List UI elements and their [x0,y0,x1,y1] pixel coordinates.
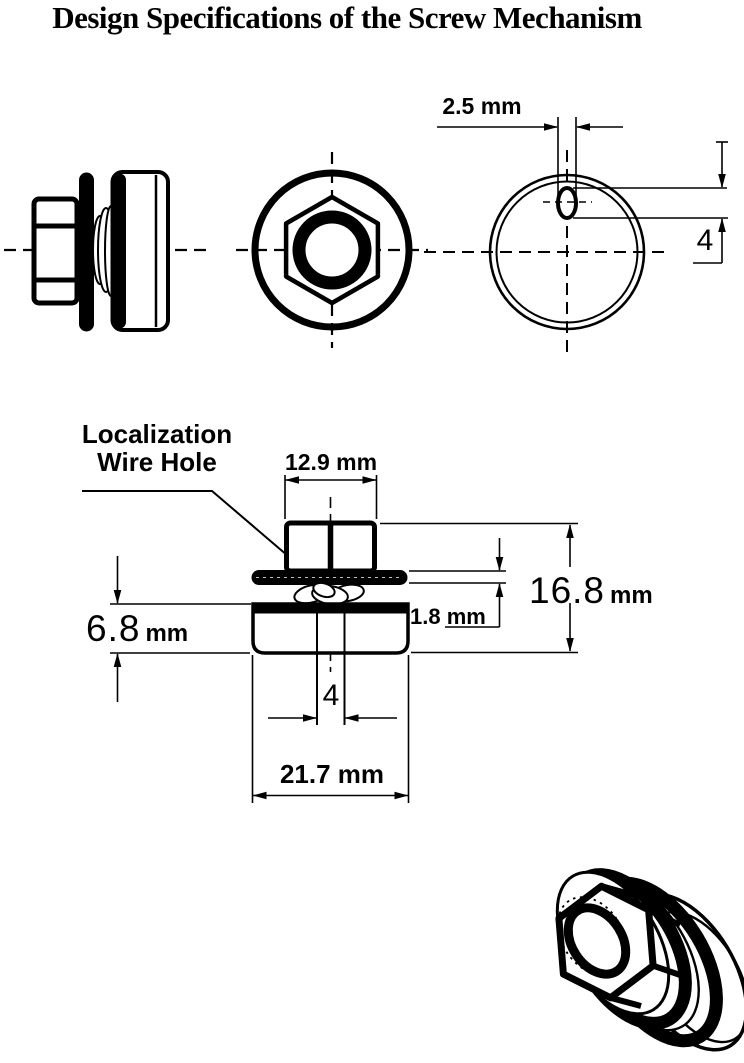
dim-flange-height-value: 6.8 [86,608,141,649]
dim-label-flange-width: 21.7 mm [279,759,385,789]
dim-lines-shaft-width [268,714,397,722]
dim-label-wire-hole-width: 2.5 mm [442,93,522,119]
dim-label-flange-height [86,608,188,650]
dim-overall-height-value: 16.8 [529,570,606,611]
wire-hole-callout-line2: Wire Hole [97,447,217,477]
page-title: Design Specifications of the Screw Mechanism [52,0,642,35]
dim-overall-height-unit: mm [610,582,653,609]
side-view-drawing [4,172,209,330]
isometric-view-drawing [534,853,744,1063]
dim-label-wire-hole-height: 4 [696,224,714,257]
wire-hole-callout-label [58,420,256,476]
dim-label-shaft-width: 4 [322,679,340,712]
wire-hole-callout-line1: Localization [81,419,233,449]
dim-label-washer-thickness: 1.8 mm [410,604,486,629]
wire-hole-view-drawing [424,150,668,352]
dim-label-head-width: 12.9 mm [284,449,378,475]
front-view-drawing [236,152,428,348]
dim-label-overall-height [529,570,653,612]
dim-flange-height-unit: mm [145,620,189,647]
